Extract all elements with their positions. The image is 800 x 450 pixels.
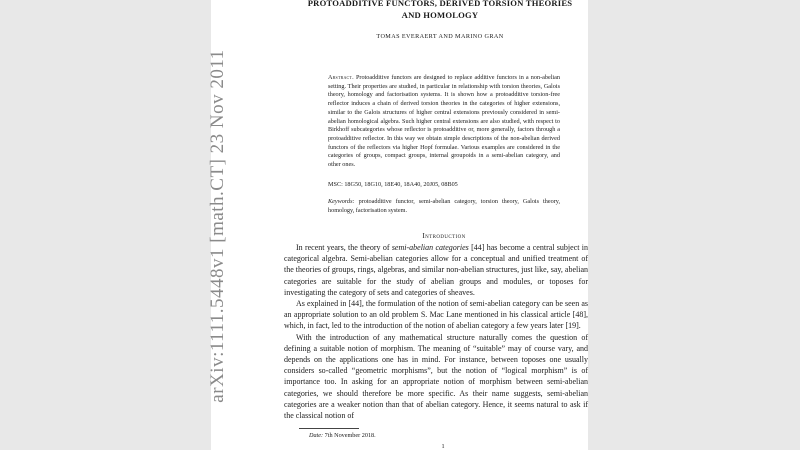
paragraph-1 bbox=[284, 242, 588, 298]
right-background bbox=[588, 0, 800, 450]
paper-authors: TOMAS EVERAERT AND MARINO GRAN bbox=[376, 33, 504, 40]
paper-title bbox=[290, 0, 590, 21]
left-background bbox=[0, 0, 211, 450]
paper-title-line-2: AND HOMOLOGY bbox=[401, 10, 479, 20]
abstract-text: Protoadditive functors are designed to replace additive functors in a non-abelian setting. Their properties are studied, in particular in relationship with torsion theories, Galois theory, homology and factorisation systems. It is shown how a protoadditive torsion-free reflector induces a chain of derived torsion theories in the categories of higher extensions, similar to the Galois structures of higher central extensions previously considered in semi-abelian homological algebra. Such higher central extensions are also studied, with respect to Birkhoff subcategories whose reflector is protoadditive or, more generally, factors through a protoadditive reflector. In this way we obtain simple descriptions of the non-abelian derived functors of the reflectors via higher Hopf formulae. Various examples are considered in the categories of groups, compact groups, internal groupoids in a semi-abelian category, and other ones. bbox=[328, 74, 560, 169]
footnote-rule bbox=[299, 428, 359, 429]
page-number: 1 bbox=[441, 443, 445, 450]
paragraph-1-rest: [44] has become a central subject in categorical algebra. Semi-abelian categories allow for a conceptual and unified treatment of the theories of groups, rings, algebras, and similar non-abelian structures, just like, say, abelian categories are suitable for the study of abelian groups and modules, or toposes for investigating the category of sets and categories of sheaves. bbox=[284, 243, 589, 297]
msc-classification: MSC: 18G50, 18G10, 18E40, 18A40, 20J05, 08B05 bbox=[328, 181, 458, 188]
paragraph-3: With the introduction of any mathematical structure naturally comes the question of defining a suitable notion of morphism. The meaning of “suitable” may of course vary, and depends on the applications one has in mind. For instance, between toposes one usually considers so-called “geometric morphisms”, but the notion of “logical morphism” is of importance too. In asking for an appropriate notion of morphism between semi-abelian categories, we should therefore be more specific. As their name suggests, semi-abelian categories are a weaker notion than that of abelian category. Hence, it seems natural to ask if the classical notion of bbox=[284, 332, 588, 421]
footnote-label: Date: bbox=[309, 432, 324, 439]
footnote-text: 7th November 2018. bbox=[323, 432, 376, 439]
paper-title-line-1: PROTOADDITIVE FUNCTORS, DERIVED TORSION THEORIES bbox=[307, 0, 573, 8]
abstract-label: Abstract. bbox=[328, 74, 354, 81]
paragraph-2: As explained in [44], the formulation of the notion of semi-abelian category can be seen as an appropriate solution to an old problem S. Mac Lane mentioned in his classical article [48], which, in fact, led to the introduction of the notion of abelian category a few years later [19]. bbox=[284, 299, 588, 331]
abstract bbox=[328, 74, 560, 170]
keywords-label: Keywords: bbox=[328, 198, 355, 205]
keywords-text: protoadditive functor, semi-abelian category, torsion theory, Galois theory, homology, factorisation system. bbox=[328, 198, 560, 214]
paragraph-1-emphasis: semi-abelian categories bbox=[391, 243, 469, 252]
introduction-body bbox=[284, 242, 588, 421]
section-heading-introduction: Introduction bbox=[422, 231, 466, 240]
paragraph-1-start: In recent years, the theory of bbox=[296, 243, 392, 252]
footnote-date bbox=[309, 432, 376, 439]
arxiv-identifier: arXiv:1111.5448v1 [math.CT] 23 Nov 2011 bbox=[207, 49, 228, 403]
keywords bbox=[328, 198, 560, 215]
